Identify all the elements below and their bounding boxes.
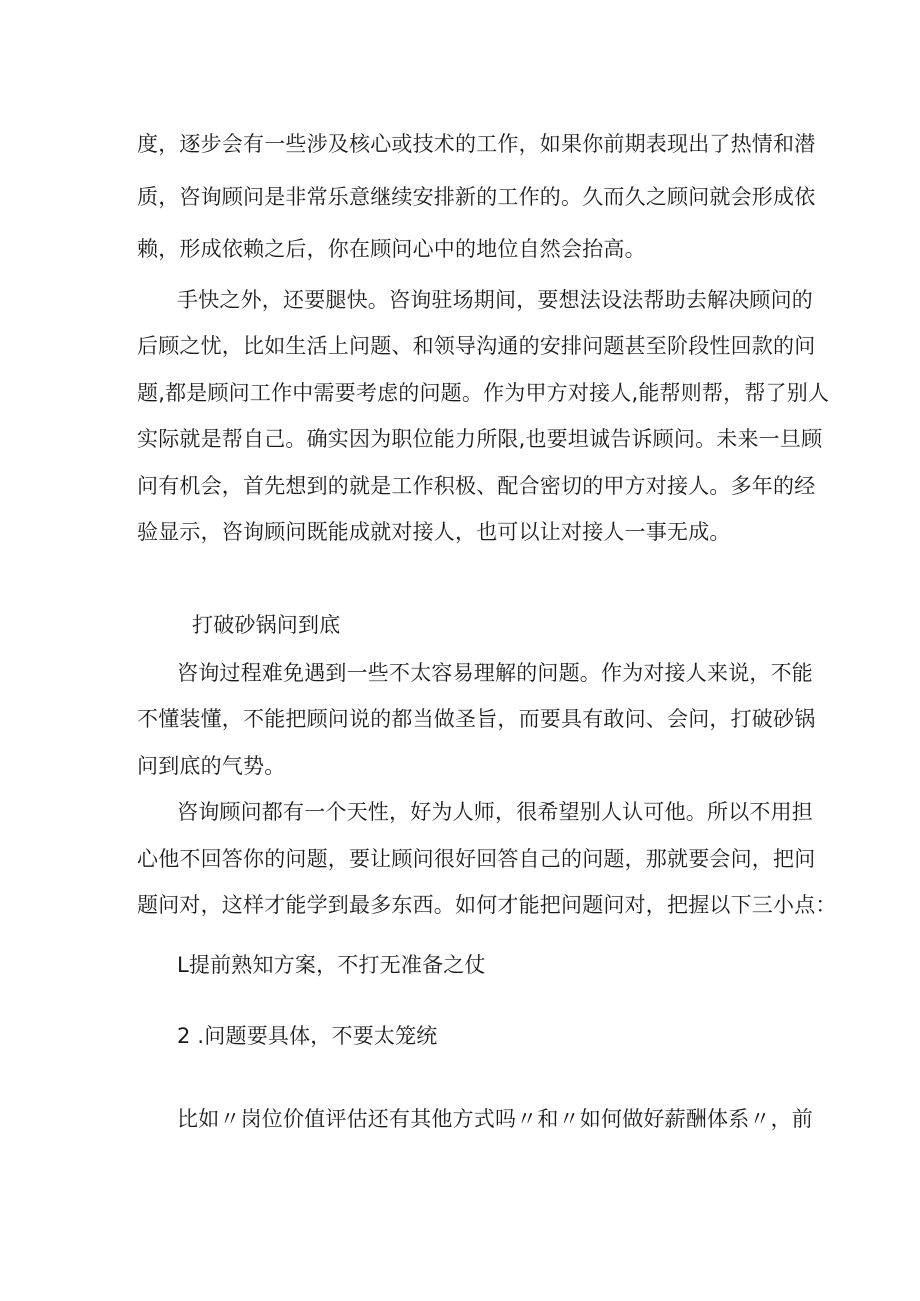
list-item: 2 .问题要具体，不要太笼统 [177, 1024, 438, 1048]
paragraph-line: 问到底的气势。 [137, 754, 286, 778]
paragraph-line: 咨询过程难免遇到一些不太容易理解的问题。作为对接人来说，不能 [177, 661, 813, 685]
section-heading: 打破砂锅问到底 [192, 613, 341, 637]
paragraph-line: 问有机会，首先想到的就是工作积极、配合密切的甲方对接人。多年的经 [137, 474, 816, 498]
paragraph-line: 后顾之忧，比如生活上问题、和领导沟通的安排问题甚至阶段性回款的问 [137, 334, 816, 358]
paragraph-line: 咨询顾问都有一个天性，好为人师，很希望别人认可他。所以不用担 [177, 800, 813, 824]
paragraph-line: 赖，形成依赖之后，你在顾问心中的地位自然会抬高。 [137, 237, 646, 261]
paragraph-line: 比如〃岗位价值评估还有其他方式吗〃和〃如何做好薪酬体系〃，前 [177, 1107, 813, 1131]
paragraph-line: 手快之外，还要腿快。咨询驻场期间，要想法设法帮助去解决顾问的 [177, 288, 813, 312]
list-item: L提前熟知方案，不打无准备之仗 [177, 953, 486, 977]
paragraph-line: 质，咨询顾问是非常乐意继续安排新的工作的。久而久之顾问就会形成依 [137, 185, 816, 209]
paragraph-line: 题,都是顾问工作中需要考虑的问题。作为甲方对接人,能帮则帮，帮了别人 [137, 381, 830, 405]
paragraph-line: 验显示，咨询顾问既能成就对接人，也可以让对接人一事无成。 [137, 520, 731, 544]
paragraph-line: 不懂装懂，不能把顾问说的都当做圣旨，而要具有敢问、会问，打破砂锅 [137, 707, 816, 731]
paragraph-line: 题问对，这样才能学到最多东西。如何才能把问题问对，把握以下三小点： [137, 893, 837, 917]
paragraph-line: 心他不回答你的问题，要让顾问很好回答自己的问题，那就要会问，把问 [137, 847, 816, 871]
paragraph-line: 实际就是帮自己。确实因为职位能力所限,也要坦诚告诉顾问。未来一旦顾 [137, 427, 823, 451]
paragraph-line: 度，逐步会有一些涉及核心或技术的工作，如果你前期表现出了热情和潜 [137, 132, 816, 156]
